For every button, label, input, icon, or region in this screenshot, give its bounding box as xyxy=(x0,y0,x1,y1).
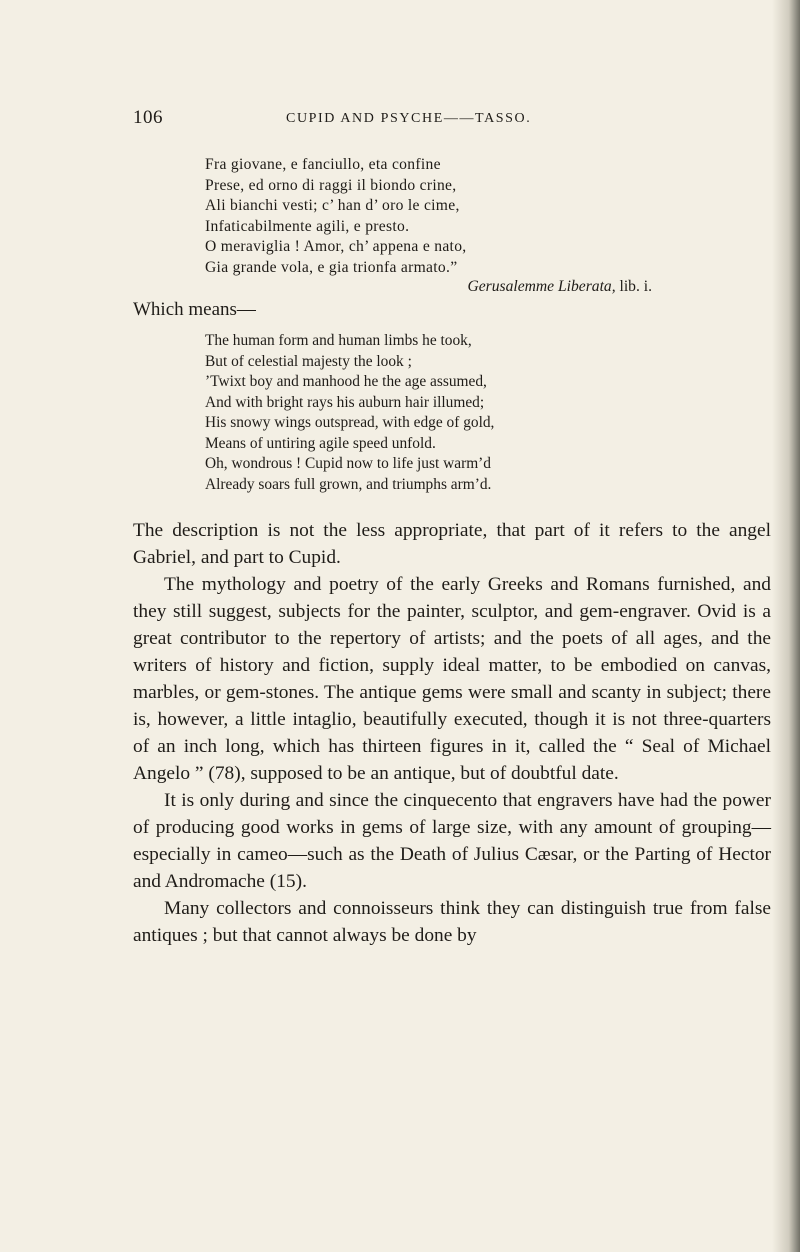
verse-line: The human form and human limbs he took, xyxy=(205,332,472,349)
verse-citation xyxy=(467,278,652,296)
verse-line: Oh, wondrous ! Cupid now to life just warm’d xyxy=(205,455,491,472)
verse-line: Infaticabilmente agili, e presto. xyxy=(205,217,410,235)
verse-line: His snowy wings outspread, with edge of gold, xyxy=(205,414,495,431)
paragraph: It is only during and since the cinquecento that engravers have had the power of producing good works in gems of large size, with any amount of grouping—especially in cameo—such as the Death of Julius Cæsar, or the Parting of Hector and Andromache (15). xyxy=(133,790,771,892)
verse-line: Already soars full grown, and triumphs arm’d. xyxy=(205,475,492,493)
verse-line: Ali bianchi vesti; c’ han d’ oro le cime, xyxy=(205,197,460,214)
italian-verse-block xyxy=(205,155,467,278)
translation-intro: Which means— xyxy=(133,299,256,320)
verse-line: Prese, ed orno di raggi il biondo crine, xyxy=(205,176,457,194)
verse-line: ’Twixt boy and manhood he the age assumed, xyxy=(205,373,487,390)
verse-line: And with bright rays his auburn hair illumed; xyxy=(205,393,485,411)
paragraph: Many collectors and connoisseurs think they can distinguish true from false antiques ; but that cannot always be done by xyxy=(133,898,771,946)
verse-line: Means of untiring agile speed unfold. xyxy=(205,434,436,452)
citation-reference: lib. i. xyxy=(615,278,652,295)
page-edge-shadow xyxy=(772,0,800,1252)
running-head: CUPID AND PSYCHE——TASSO. xyxy=(286,111,532,126)
page-number: 106 xyxy=(133,107,163,128)
verse-line: Fra giovane, e fanciullo, eta confine xyxy=(205,156,441,173)
body-text xyxy=(133,517,771,949)
verse-line: Gia grande vola, e gia trionfa armato.” xyxy=(205,258,458,276)
english-verse-block xyxy=(205,331,494,495)
citation-work: Gerusalemme Liberata, xyxy=(467,278,616,295)
paragraph: The mythology and poetry of the early Greeks and Romans furnished, and they still suggest, subjects for the painter, sculptor, and gem-engraver. Ovid is a great contributor to the repertory of artists; and the poets of all ages, and the writers of history and fiction, supply ideal matter, to be embodied on canvas, marbles, or gem-stones. The antique gems were small and scanty in subject; there is, however, a little intaglio, beautifully executed, though it is not three-quarters of an inch long, which has thirteen figures in it, called the “ Seal of Michael Angelo ” (78), supposed to be an antique, but of doubtful date. xyxy=(133,574,771,784)
verse-line: O meraviglia ! Amor, ch’ appena e nato, xyxy=(205,238,467,255)
paragraph: The description is not the less appropriate, that part of it refers to the angel Gabriel, and part to Cupid. xyxy=(133,520,771,568)
verse-line: But of celestial majesty the look ; xyxy=(205,352,412,370)
